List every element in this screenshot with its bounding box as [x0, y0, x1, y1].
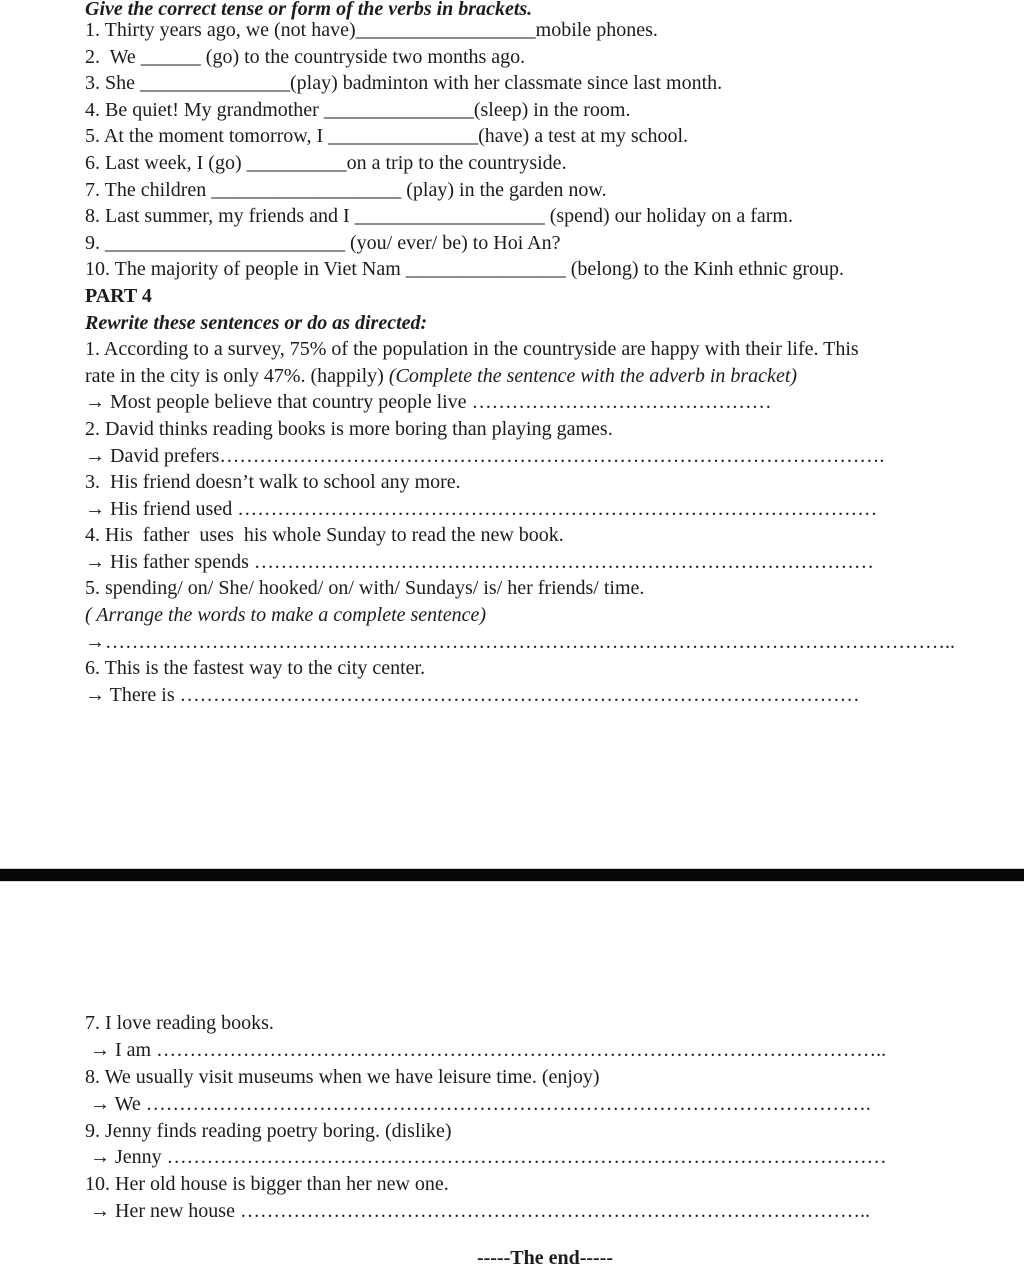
- answer-line: → Her new house …………………………………………………………………………………..: [85, 1200, 870, 1223]
- page2-block: [85, 1010, 990, 1225]
- part3-instruction: Give the correct tense or form of the verbs in brackets.: [85, 0, 533, 20]
- page-break-bar: [0, 868, 1024, 882]
- exercise-item: 7. The children ___________________ (play) in the garden now.: [85, 178, 607, 201]
- answer-line: → Jenny ………………………………………………………………………………………………: [85, 1146, 887, 1169]
- answer-line: → David prefers……………………………………………………………………………………….: [85, 444, 885, 467]
- the-end-label: -----The end-----: [476, 1247, 614, 1269]
- exercise-item: 6. Last week, I (go) __________on a trip to the countryside.: [85, 151, 567, 174]
- answer-line: → Most people believe that country people live ………………………………………: [85, 391, 772, 414]
- question-line: 8. We usually visit museums when we have leisure time. (enjoy): [85, 1065, 600, 1088]
- question-line: 2. David thinks reading books is more boring than playing games.: [85, 417, 613, 440]
- exercise-item: 4. Be quiet! My grandmother _______________(sleep) in the room.: [85, 98, 631, 121]
- question-line: 5. spending/ on/ She/ hooked/ on/ with/ Sundays/ is/ her friends/ time.: [85, 577, 645, 600]
- question-note: ( Arrange the words to make a complete sentence): [85, 604, 487, 627]
- question-line: 1. According to a survey, 75% of the population in the countryside are happy with their life. This: [85, 338, 859, 361]
- part4-title: PART 4: [85, 284, 152, 307]
- answer-line: →………………………………………………………………………………………………………………..: [85, 630, 955, 653]
- question-note: (Complete the sentence with the adverb in bracket): [388, 364, 798, 387]
- exercise-item: 5. At the moment tomorrow, I _______________(have) a test at my school.: [85, 125, 689, 148]
- part4-instruction: Rewrite these sentences or do as directed:: [85, 311, 428, 334]
- question-line: 4. His father uses his whole Sunday to read the new book.: [85, 524, 564, 547]
- part3-and-part4-block: [85, 17, 990, 708]
- question-line: 9. Jenny finds reading poetry boring. (dislike): [85, 1119, 452, 1142]
- answer-line: → We ……………………………………………………………………………………………….: [85, 1092, 871, 1115]
- question-line: 3. His friend doesn’t walk to school any more.: [85, 471, 461, 494]
- exercise-item: 8. Last summer, my friends and I ___________________ (spend) our holiday on a farm.: [85, 205, 793, 228]
- question-line: 10. Her old house is bigger than her new one.: [85, 1173, 449, 1196]
- answer-line: → His friend used ……………………………………………………………………………………: [85, 497, 878, 520]
- question-text: rate in the city is only 47%. (happily): [85, 364, 389, 387]
- answer-line: → His father spends …………………………………………………………………………………: [85, 550, 874, 573]
- exercise-item: 1. Thirty years ago, we (not have)__________________mobile phones.: [85, 19, 658, 41]
- exercise-item: 10. The majority of people in Viet Nam ________________ (belong) to the Kinh ethnic group.: [85, 258, 845, 281]
- answer-line: → I am ………………………………………………………………………………………………..: [85, 1038, 887, 1061]
- exercise-item: 9. ________________________ (you/ ever/ be) to Hoi An?: [85, 231, 561, 254]
- answer-line: → There is …………………………………………………………………………………………: [85, 683, 860, 706]
- exercise-item: 2. We ______ (go) to the countryside two months ago.: [85, 45, 526, 68]
- question-line: [85, 363, 990, 390]
- question-line: 7. I love reading books.: [85, 1012, 274, 1034]
- exercise-item: 3. She _______________(play) badminton with her classmate since last month.: [85, 72, 723, 95]
- question-line: 6. This is the fastest way to the city center.: [85, 657, 426, 680]
